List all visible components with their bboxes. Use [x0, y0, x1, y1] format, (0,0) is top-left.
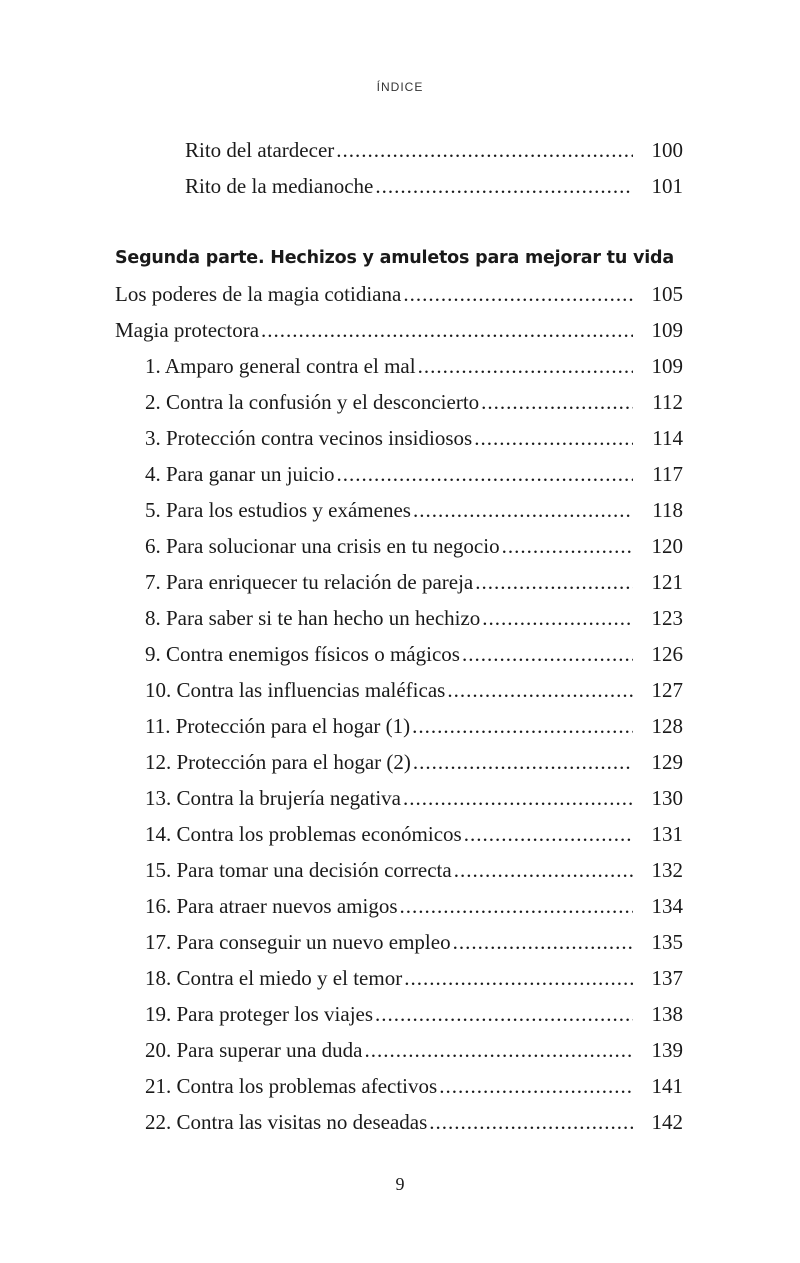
- toc-chapter: [115, 315, 683, 345]
- entry-title: 22. Contra las visitas no deseadas: [145, 1110, 428, 1134]
- entry-title: 12. Protección para el hogar (2): [145, 750, 411, 774]
- dot-leader: [375, 999, 633, 1029]
- dot-leader: [403, 783, 633, 813]
- entry-page: 131: [651, 822, 683, 846]
- entry-page: 135: [651, 930, 683, 954]
- running-header: ÍNDICE: [376, 80, 424, 94]
- dot-leader: [261, 315, 633, 345]
- entry-title: 5. Para los estudios y exámenes: [145, 498, 411, 522]
- entry-title: 14. Contra los problemas económicos: [145, 822, 462, 846]
- entry-title: 10. Contra las influencias maléficas: [145, 678, 446, 702]
- entry-title: 15. Para tomar una decisión correcta: [145, 858, 452, 882]
- dot-leader: [502, 531, 633, 561]
- entry-page: 132: [651, 858, 683, 882]
- entry-page: 109: [651, 318, 683, 342]
- dot-leader: [400, 891, 633, 921]
- entry-page: 138: [651, 1002, 683, 1026]
- dot-leader: [413, 495, 633, 525]
- toc-item: [145, 495, 683, 525]
- section-heading: Segunda parte. Hechizos y amuletos para mejorar tu vida: [115, 248, 674, 268]
- toc-item: [145, 459, 683, 489]
- entry-title: 16. Para atraer nuevos amigos: [145, 894, 398, 918]
- entry-page: 112: [652, 390, 683, 414]
- dot-leader: [454, 855, 633, 885]
- toc-item: [145, 351, 683, 381]
- entry-page: 128: [651, 714, 683, 738]
- entry-title: 4. Para ganar un juicio: [145, 462, 335, 486]
- page-number: 9: [395, 1174, 405, 1194]
- dot-leader: [375, 171, 633, 201]
- dot-leader: [418, 351, 633, 381]
- entry-page: 118: [652, 498, 683, 522]
- entry-title: 20. Para superar una duda: [145, 1038, 363, 1062]
- toc-item: [145, 927, 683, 957]
- toc-chapter: [115, 279, 683, 309]
- entry-title: 9. Contra enemigos físicos o mágicos: [145, 642, 460, 666]
- toc-item: [145, 1071, 683, 1101]
- toc-item: [145, 567, 683, 597]
- toc-item: [145, 639, 683, 669]
- toc-item: [145, 855, 683, 885]
- entry-page: 129: [651, 750, 683, 774]
- toc-entry: [185, 135, 683, 165]
- entry-title: 2. Contra la confusión y el desconcierto: [145, 390, 480, 414]
- entry-title: 8. Para saber si te han hecho un hechizo: [145, 606, 481, 630]
- toc-item: [145, 1035, 683, 1065]
- entry-page: 126: [651, 642, 683, 666]
- dot-leader: [412, 711, 633, 741]
- entry-title: 11. Protección para el hogar (1): [145, 714, 411, 738]
- entry-page: 137: [651, 966, 683, 990]
- toc-entry: [185, 171, 683, 201]
- toc-item: [145, 999, 683, 1029]
- toc-item: [145, 819, 683, 849]
- dot-leader: [336, 135, 633, 165]
- dot-leader: [475, 567, 633, 597]
- toc-item: [145, 891, 683, 921]
- toc-item: [145, 747, 683, 777]
- entry-title: 17. Para conseguir un nuevo empleo: [145, 930, 451, 954]
- dot-leader: [453, 927, 633, 957]
- entry-title: 21. Contra los problemas afectivos: [145, 1074, 438, 1098]
- dot-leader: [464, 819, 633, 849]
- entry-title: Los poderes de la magia cotidiana: [115, 282, 402, 306]
- entry-page: 127: [651, 678, 683, 702]
- entry-page: 142: [651, 1110, 683, 1134]
- toc-item: [145, 531, 683, 561]
- toc-item: [145, 387, 683, 417]
- entry-title: 18. Contra el miedo y el temor: [145, 966, 403, 990]
- entry-title: Rito del atardecer: [185, 138, 335, 162]
- toc-item: [145, 1107, 683, 1137]
- toc-item: [145, 423, 683, 453]
- toc-item: [145, 675, 683, 705]
- dot-leader: [482, 603, 633, 633]
- entry-page: 114: [652, 426, 683, 450]
- entry-page: 101: [651, 174, 683, 198]
- entry-page: 123: [651, 606, 683, 630]
- dot-leader: [481, 387, 633, 417]
- entry-page: 139: [651, 1038, 683, 1062]
- entry-page: 105: [651, 282, 683, 306]
- toc-item: [145, 711, 683, 741]
- entry-title: 13. Contra la brujería negativa: [145, 786, 401, 810]
- entry-page: 120: [651, 534, 683, 558]
- entry-title: 1. Amparo general contra el mal: [145, 354, 416, 378]
- entry-page: 100: [651, 138, 683, 162]
- dot-leader: [447, 675, 633, 705]
- entry-title: 6. Para solucionar una crisis en tu negocio: [145, 534, 500, 558]
- entry-page: 121: [651, 570, 683, 594]
- dot-leader: [474, 423, 633, 453]
- entry-page: 109: [651, 354, 683, 378]
- entry-page: 134: [651, 894, 683, 918]
- dot-leader: [439, 1071, 633, 1101]
- entry-title: 7. Para enriquecer tu relación de pareja: [145, 570, 474, 594]
- entry-title: 3. Protección contra vecinos insidiosos: [145, 426, 473, 450]
- entry-page: 117: [652, 462, 683, 486]
- dot-leader: [365, 1035, 633, 1065]
- dot-leader: [404, 963, 633, 993]
- toc-item: [145, 603, 683, 633]
- entry-title: Rito de la medianoche: [185, 174, 374, 198]
- dot-leader: [429, 1107, 633, 1137]
- dot-leader: [413, 747, 633, 777]
- entry-page: 141: [651, 1074, 683, 1098]
- entry-title: 19. Para proteger los viajes: [145, 1002, 374, 1026]
- dot-leader: [403, 279, 633, 309]
- entry-page: 130: [651, 786, 683, 810]
- toc-item: [145, 963, 683, 993]
- dot-leader: [462, 639, 633, 669]
- entry-title: Magia protectora: [115, 318, 260, 342]
- toc-item: [145, 783, 683, 813]
- dot-leader: [337, 459, 633, 489]
